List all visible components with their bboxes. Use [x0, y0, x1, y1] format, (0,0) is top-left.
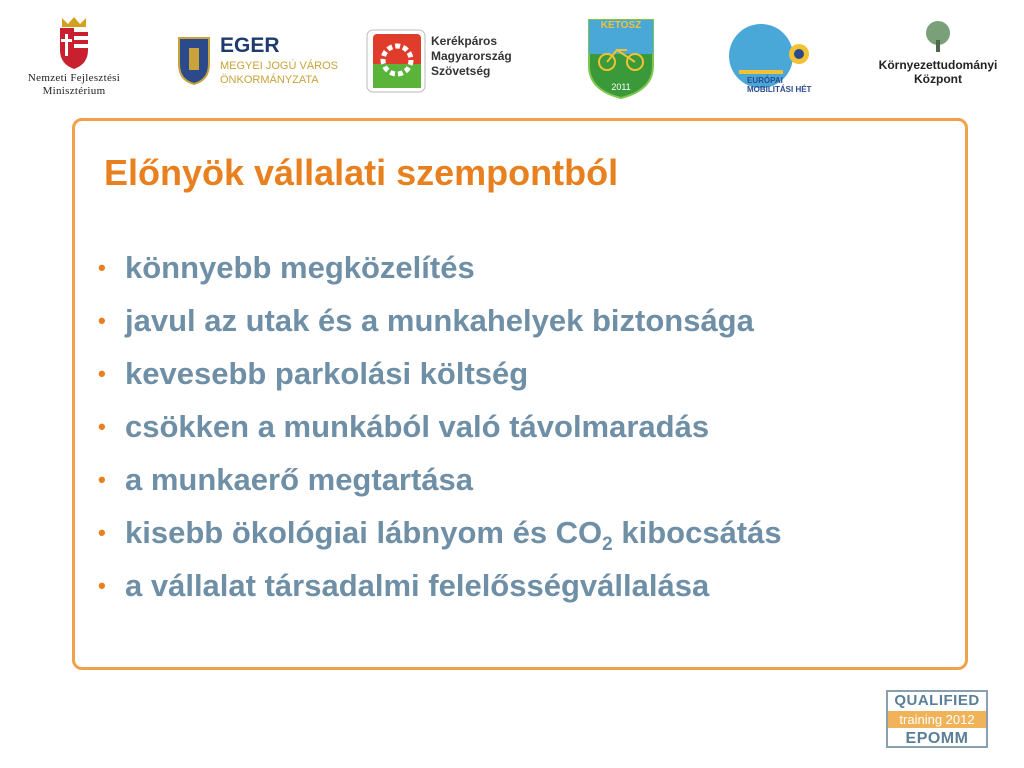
cycling-line1: Kerékpáros — [431, 34, 498, 48]
bullet-text: a vállalat társadalmi felelősségvállalása — [125, 568, 710, 603]
bullet-dot-icon: • — [98, 308, 106, 333]
bullet-dot-icon: • — [98, 520, 106, 545]
slide-title: Előnyök vállalati szempontból — [104, 152, 619, 193]
bullet-text: csökken a munkából való távolmaradás — [125, 409, 710, 444]
ministry-logo — [14, 14, 134, 104]
ketosz-year: 2011 — [611, 82, 631, 92]
bullet-item — [98, 405, 782, 458]
bullet-text: kevesebb parkolási költség — [125, 356, 529, 391]
env-center-line1: Környezettudományi — [878, 58, 998, 72]
bullet-text: a munkaerő megtartása — [125, 462, 474, 497]
cycling-federation-logo — [365, 28, 540, 98]
logo-bar — [0, 0, 1024, 110]
bullet-list — [98, 246, 782, 617]
bullet-item — [98, 458, 782, 511]
env-center-logo — [868, 20, 1008, 100]
bullet-dot-icon: • — [98, 467, 106, 492]
bullet-dot-icon: • — [98, 255, 106, 280]
mobility-week-logo — [725, 20, 825, 100]
qualified-training-badge — [886, 690, 988, 748]
bullet-dot-icon: • — [98, 361, 106, 386]
cycling-line2: Magyarország — [431, 49, 512, 63]
bullet-item — [98, 564, 782, 617]
eger-name: EGER — [220, 34, 280, 57]
mobility-line2: MOBILITÁSI HÉT — [747, 85, 812, 94]
eger-line2: ÖNKORMÁNYZATA — [220, 74, 319, 86]
coat-of-arms-icon — [54, 14, 94, 70]
ministry-name-line1: Nemzeti Fejlesztési — [27, 72, 121, 84]
bullet-text: könnyebb megközelítés — [125, 250, 475, 285]
eger-logo — [175, 30, 345, 90]
badge-line3: EPOMM — [905, 730, 969, 747]
bullet-item — [98, 246, 782, 299]
co2-subscript: 2 — [602, 534, 613, 556]
bullet-item — [98, 352, 782, 405]
badge-line1: QUALIFIED — [888, 692, 986, 710]
bullet-item-co2 — [98, 511, 782, 564]
badge-line2: training 2012 — [888, 711, 986, 728]
ketosz-logo — [585, 14, 665, 102]
tree-icon — [923, 20, 953, 54]
bullet-item — [98, 299, 782, 352]
eger-crest-icon — [175, 34, 213, 86]
mobility-line1: EURÓPAI — [747, 76, 783, 85]
bullet-text: javul az utak és a munkahelyek biztonsága — [125, 303, 754, 338]
bullet-text-co2: kisebb ökológiai lábnyom és CO — [125, 515, 603, 550]
gear-icon — [365, 28, 427, 94]
bullet-dot-icon: • — [98, 573, 106, 598]
bullet-dot-icon: • — [98, 414, 106, 439]
ketosz-name: KETOSZ — [600, 20, 642, 31]
ministry-name-line2: Minisztérium — [42, 85, 106, 97]
eger-line1: MEGYEI JOGÚ VÁROS — [220, 60, 338, 72]
cycling-line3: Szövetség — [431, 64, 491, 78]
env-center-line2: Központ — [914, 72, 962, 86]
bullet-text-co2-end: kibocsátás — [612, 515, 782, 550]
